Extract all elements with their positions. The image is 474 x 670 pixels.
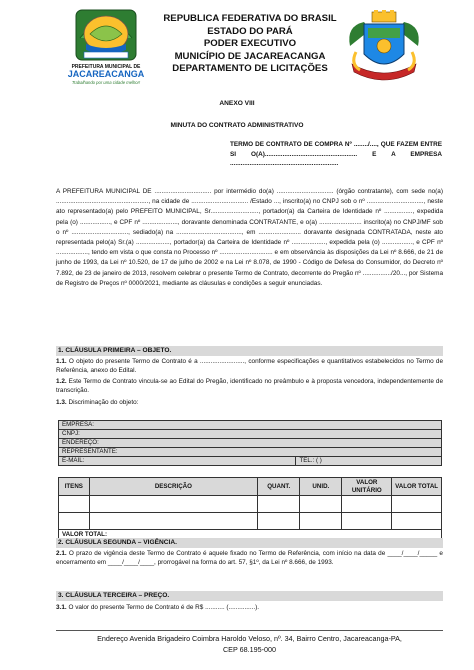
header-line-country: REPUBLICA FEDERATIVA DO BRASIL — [163, 13, 337, 24]
logo-caption-top: PREFEITURA MUNICIPAL DE — [71, 64, 141, 70]
items-table — [58, 477, 442, 540]
table-row — [59, 448, 442, 457]
table-row — [59, 457, 442, 466]
company-row-empresa: EMPRESA: — [59, 421, 442, 430]
table-row — [59, 496, 442, 513]
term-header: TERMO DE CONTRATO DE COMPRA Nº ......../...., QUE FAZEM ENTRE SI O(A).................................................... E A EMPRESA ............................................................. — [230, 141, 442, 168]
company-row-endereco: ENDEREÇO: — [59, 439, 442, 448]
clause1-item1 — [56, 357, 443, 376]
clause1-item3-num: 1.3. — [56, 399, 67, 406]
clause2-item1 — [56, 549, 443, 568]
minuta-title: MINUTA DO CONTRATO ADMINISTRATIVO — [170, 122, 304, 129]
logo-caption-slogan: Trabalhando por uma cidade melhor! — [71, 80, 141, 85]
header-line-power: PODER EXECUTIVO — [203, 38, 297, 49]
col-descricao: DESCRIÇÃO — [89, 478, 258, 496]
footer-divider — [56, 630, 443, 631]
header-line-state: ESTADO DO PARÁ — [207, 25, 293, 37]
table-row — [59, 513, 442, 530]
clause1-item1-num: 1.1. — [56, 358, 67, 365]
header-line-municipality: MUNICÍPIO DE JACAREACANGA — [174, 50, 326, 62]
clause1-item2 — [56, 377, 443, 396]
clause3-title: 3. CLÁUSULA TERCEIRA – PREÇO. — [56, 591, 443, 601]
table-header-row — [59, 478, 442, 496]
clause2-item1-num: 2.1. — [56, 550, 67, 557]
clause1-item2-text: Este Termo de Contrato vincula-se ao Edital do Pregão, identificado no preâmbulo e à proposta vencedora, independentemente de transcrição. — [56, 378, 443, 395]
footer-line2: CEP 68.195-000 — [222, 645, 276, 654]
intro-paragraph: A PREFEITURA MUNICIPAL DE ................................ por intermédio do(a) ................................ (órgão contratante), com sede no(a) ...................................................., na cidade de ................................ /Estado ..., inscrito(a) no CNPJ sob o nº ................................, neste ato representado(a) pelo PREFEITO MUNICIPAL, Sr..........................., portador(a) da Carteira de Identidade nº ................, expedida pela (o) ................., e CPF nº ...................., doravante denominada CONTRATANTE, e o(a) ........................ inscrito(a) no CNPJ/MF sob o nº ................................, sediado(a) na ....................................., em ........................ doravante designada CONTRATADA, neste ato representada pelo(a) Sr.(a) ..................., portador(a) da Carteira de Identidade nº ..................., expedida pela (o) ................., e CPF nº .................., tendo em vista o que consta no Processo nº .............................. e em observância às disposições da Lei nº 8.666, de 21 de junho de 1993, da Lei nº 10.520, de 17 de julho de 2002 e na Lei nº 8.078, de 1990 - Código de Defesa do Consumidor, do Decreto nº 7.892, de 23 de janeiro de 2013, resolvem celebrar o presente Termo de Contrato, decorrente do Pregão nº ................/20..., por Sistema de Registro de Preços nº 0000/2021, mediante as cláusulas e condições a seguir enunciadas. — [56, 188, 443, 287]
col-unid: UNID. — [300, 478, 342, 496]
company-row-cnpj: CNPJ: — [59, 430, 442, 439]
clause1-item3-text: Discriminação do objeto: — [66, 399, 139, 406]
clause1-item1-text: O objeto do presente Termo de Contrato é a ........................., conforme especificações e quantitativos estabelecidos no Termo de Referência, anexo do Edital. — [56, 358, 443, 375]
footer-address — [56, 633, 443, 655]
prefeitura-logo — [50, 8, 162, 90]
coat-of-arms-icon — [340, 8, 428, 90]
annex-title: ANEXO VIII — [219, 100, 255, 107]
clause2-item1-text: O prazo de vigência deste Termo de Contrato é aquele fixado no Termo de Referência, com início na data de ____/____/_____ e encerramento em ____/____/____, prorrogável na forma do art. 57, §1º, da Lei nº 8.666, de 1993. — [56, 550, 443, 567]
logo-caption-name: JACAREACANGA — [67, 69, 145, 79]
clause3-item1-text: O valor do presente Termo de Contrato é de R$ ........... (...............). — [66, 604, 260, 611]
col-valor-unitario: VALOR UNITÁRIO — [342, 478, 392, 496]
clause2-title: 2. CLÁUSULA SEGUNDA – VIGÊNCIA. — [56, 538, 443, 548]
clause1-title: 1. CLÁUSULA PRIMEIRA – OBJETO. — [56, 346, 443, 356]
table-row — [59, 439, 442, 448]
footer-line1: Endereço Avenida Brigadeiro Coimbra Haroldo Veloso, nº. 34, Bairro Centro, Jacareacanga-PA, — [97, 634, 402, 643]
clause1-item3 — [56, 398, 443, 407]
company-row-email: E-MAIL: — [59, 457, 296, 466]
company-row-tel: TEL.: ( ) — [296, 457, 442, 466]
col-itens: ITENS — [59, 478, 90, 496]
table-row — [59, 430, 442, 439]
company-row-representante: REPRESENTANTE: — [59, 448, 442, 457]
header-title-block — [150, 13, 350, 76]
col-valor-total: VALOR TOTAL — [392, 478, 442, 496]
col-quant: QUANT. — [258, 478, 300, 496]
items-total: VALOR TOTAL: — [59, 530, 442, 540]
company-info-table — [58, 420, 442, 466]
clause3-item1 — [56, 603, 443, 612]
table-row — [59, 421, 442, 430]
header-line-department: DEPARTAMENTO DE LICITAÇÕES — [172, 63, 328, 74]
clause3-item1-num: 3.1. — [56, 604, 67, 611]
clause1-item2-num: 1.2. — [56, 378, 67, 385]
